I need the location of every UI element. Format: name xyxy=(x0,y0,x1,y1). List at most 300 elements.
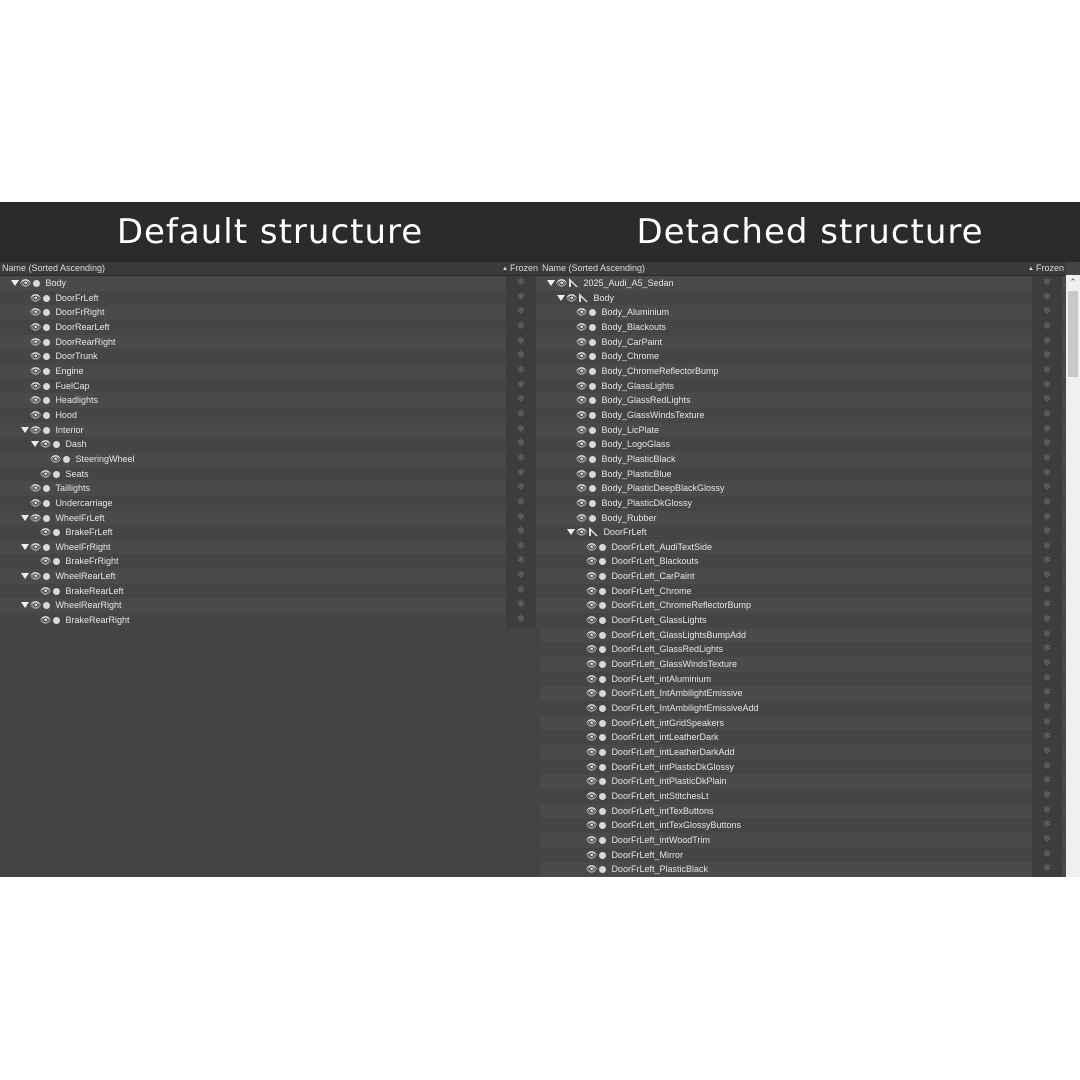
eye-icon[interactable]: 👁︎ xyxy=(586,864,598,875)
tree-row[interactable] xyxy=(540,452,1066,467)
tree-row[interactable] xyxy=(0,423,540,438)
eye-icon[interactable]: 👁︎ xyxy=(576,307,588,318)
tree-row[interactable] xyxy=(540,379,1066,394)
eye-icon[interactable]: 👁︎ xyxy=(576,424,588,435)
eye-icon[interactable]: 👁︎ xyxy=(586,790,598,801)
eye-icon[interactable]: 👁︎ xyxy=(586,629,598,640)
eye-icon[interactable]: 👁︎ xyxy=(30,365,42,376)
dot-icon[interactable] xyxy=(589,309,596,316)
tree-row[interactable] xyxy=(0,291,540,306)
expand-triangle-icon[interactable] xyxy=(547,280,555,286)
dot-icon[interactable] xyxy=(589,471,596,478)
tree-row[interactable] xyxy=(540,305,1066,320)
name-column-header[interactable]: Name (Sorted Ascending) xyxy=(2,263,106,273)
dot-icon[interactable] xyxy=(599,690,606,697)
snowflake-icon[interactable]: ❄ xyxy=(1032,598,1062,613)
eye-icon[interactable]: 👁︎ xyxy=(40,585,52,596)
tree-row[interactable] xyxy=(0,554,540,569)
tree-row[interactable] xyxy=(0,525,540,540)
snowflake-icon[interactable]: ❄ xyxy=(1032,716,1062,731)
tree-row[interactable] xyxy=(540,569,1066,584)
snowflake-icon[interactable]: ❄ xyxy=(1032,569,1062,584)
row-label: Body xyxy=(45,278,66,288)
snowflake-icon[interactable]: ❄ xyxy=(1032,423,1062,438)
frozen-column-header[interactable] xyxy=(502,262,538,276)
snowflake-icon[interactable]: ❄ xyxy=(1032,584,1062,599)
dot-icon[interactable] xyxy=(589,412,596,419)
expand-triangle-icon[interactable] xyxy=(21,427,29,433)
dot-icon[interactable] xyxy=(599,544,606,551)
snowflake-icon[interactable]: ❄ xyxy=(506,379,536,394)
eye-icon[interactable]: 👁︎ xyxy=(30,395,42,406)
dot-icon[interactable] xyxy=(589,368,596,375)
tree-row[interactable] xyxy=(540,789,1066,804)
snowflake-icon[interactable]: ❄ xyxy=(1032,511,1062,526)
row-label: Body_PlasticDeepBlackGlossy xyxy=(601,483,725,494)
eye-icon[interactable]: 👁︎ xyxy=(30,307,42,318)
snowflake-icon[interactable]: ❄ xyxy=(506,525,536,540)
dot-icon[interactable] xyxy=(599,852,606,859)
dot-icon[interactable] xyxy=(53,617,60,624)
tree-row[interactable] xyxy=(540,862,1066,877)
dot-icon[interactable] xyxy=(589,456,596,463)
tree-row[interactable] xyxy=(540,320,1066,335)
eye-icon[interactable]: 👁︎ xyxy=(576,321,588,332)
tree-row[interactable] xyxy=(0,379,540,394)
dot-icon[interactable] xyxy=(599,822,606,829)
eye-icon[interactable]: 👁︎ xyxy=(576,365,588,376)
tree-row[interactable] xyxy=(540,686,1066,701)
tree-row[interactable] xyxy=(540,423,1066,438)
row-label: Body_Rubber xyxy=(601,512,657,523)
tree-row[interactable] xyxy=(540,818,1066,833)
snowflake-icon[interactable]: ❄ xyxy=(1032,408,1062,423)
snowflake-icon[interactable]: ❄ xyxy=(1032,320,1062,335)
eye-icon[interactable]: 👁︎ xyxy=(40,439,52,450)
eye-icon[interactable]: 👁︎ xyxy=(576,527,588,538)
snowflake-icon[interactable]: ❄ xyxy=(1032,818,1062,833)
tree-row[interactable] xyxy=(540,496,1066,511)
eye-icon[interactable]: 👁︎ xyxy=(586,600,598,611)
eye-icon[interactable]: 👁︎ xyxy=(30,512,42,523)
row-label: DoorFrLeft_GlassWindsTexture xyxy=(611,659,737,670)
tree-row[interactable] xyxy=(0,569,540,584)
eye-icon[interactable]: 👁︎ xyxy=(30,336,42,347)
tree-row[interactable] xyxy=(540,276,1066,291)
tree-row[interactable] xyxy=(540,598,1066,613)
eye-icon[interactable]: 👁︎ xyxy=(586,717,598,728)
snowflake-icon[interactable]: ❄ xyxy=(1032,745,1062,760)
dot-icon[interactable] xyxy=(53,471,60,478)
tree-row[interactable] xyxy=(540,730,1066,745)
row-label: DoorFrLeft_intPlasticDkPlain xyxy=(611,776,727,787)
dot-icon[interactable] xyxy=(589,427,596,434)
snowflake-icon[interactable]: ❄ xyxy=(506,364,536,379)
dot-icon[interactable] xyxy=(599,646,606,653)
snowflake-icon[interactable]: ❄ xyxy=(1032,804,1062,819)
tree-row[interactable] xyxy=(0,349,540,364)
dot-icon[interactable] xyxy=(599,749,606,756)
chevron-up-icon[interactable]: ⌃ xyxy=(1069,277,1077,287)
dot-icon[interactable] xyxy=(599,808,606,815)
snowflake-icon[interactable]: ❄ xyxy=(1032,496,1062,511)
eye-icon[interactable]: 👁︎ xyxy=(30,292,42,303)
eye-icon[interactable]: 👁︎ xyxy=(586,703,598,714)
snowflake-icon[interactable]: ❄ xyxy=(506,291,536,306)
tree-row[interactable] xyxy=(540,408,1066,423)
eye-icon[interactable]: 👁︎ xyxy=(40,527,52,538)
dot-icon[interactable] xyxy=(599,705,606,712)
eye-icon[interactable]: 👁︎ xyxy=(576,453,588,464)
dot-icon[interactable] xyxy=(589,324,596,331)
eye-icon[interactable]: 👁︎ xyxy=(40,556,52,567)
snowflake-icon[interactable]: ❄ xyxy=(506,554,536,569)
dot-icon[interactable] xyxy=(43,412,50,419)
snowflake-icon[interactable]: ❄ xyxy=(506,540,536,555)
tree-row[interactable] xyxy=(0,598,540,613)
expand-triangle-icon[interactable] xyxy=(557,295,565,301)
dot-icon[interactable] xyxy=(43,500,50,507)
tree-row[interactable] xyxy=(0,496,540,511)
eye-icon[interactable]: 👁︎ xyxy=(30,321,42,332)
dot-icon[interactable] xyxy=(43,602,50,609)
dot-icon[interactable] xyxy=(599,734,606,741)
snowflake-icon[interactable]: ❄ xyxy=(506,496,536,511)
left-tree-rows xyxy=(0,276,540,628)
eye-icon[interactable]: 👁︎ xyxy=(586,805,598,816)
dot-icon[interactable] xyxy=(599,661,606,668)
tree-row[interactable] xyxy=(540,584,1066,599)
eye-icon[interactable]: 👁︎ xyxy=(586,747,598,757)
tree-row[interactable] xyxy=(540,642,1066,657)
tree-row[interactable] xyxy=(540,701,1066,716)
dot-icon[interactable] xyxy=(33,280,40,287)
snowflake-icon[interactable]: ❄ xyxy=(1032,540,1062,555)
eye-icon[interactable]: 👁︎ xyxy=(566,292,578,303)
snowflake-icon[interactable]: ❄ xyxy=(1032,349,1062,364)
snowflake-icon[interactable]: ❄ xyxy=(506,335,536,350)
snowflake-icon[interactable]: ❄ xyxy=(1032,789,1062,804)
tree-row[interactable] xyxy=(540,774,1066,789)
dot-icon[interactable] xyxy=(599,573,606,580)
snowflake-icon[interactable]: ❄ xyxy=(506,467,536,482)
vertical-scrollbar[interactable] xyxy=(1066,275,1080,877)
dot-icon[interactable] xyxy=(43,397,50,404)
dot-icon[interactable] xyxy=(43,515,50,522)
eye-icon[interactable]: 👁︎ xyxy=(576,468,588,479)
row-label: DoorFrLeft_intTexGlossyButtons xyxy=(611,820,741,831)
dot-icon[interactable] xyxy=(589,383,596,390)
eye-icon[interactable]: 👁︎ xyxy=(30,409,42,420)
snowflake-icon[interactable]: ❄ xyxy=(1032,481,1062,496)
dot-icon[interactable] xyxy=(43,383,50,390)
snowflake-icon[interactable]: ❄ xyxy=(1032,467,1062,482)
snowflake-icon[interactable]: ❄ xyxy=(1032,335,1062,350)
eye-icon[interactable]: 👁︎ xyxy=(586,644,598,655)
tree-row[interactable] xyxy=(540,628,1066,643)
eye-icon[interactable]: 👁︎ xyxy=(576,380,588,391)
dot-icon[interactable] xyxy=(43,324,50,331)
tree-row[interactable] xyxy=(540,525,1066,540)
snowflake-icon[interactable]: ❄ xyxy=(1032,642,1062,657)
dot-icon[interactable] xyxy=(43,339,50,346)
dot-icon[interactable] xyxy=(53,441,60,448)
tree-row[interactable] xyxy=(0,320,540,335)
snowflake-icon[interactable]: ❄ xyxy=(1032,760,1062,775)
eye-icon[interactable]: 👁︎ xyxy=(586,585,598,596)
tree-row[interactable] xyxy=(540,760,1066,775)
eye-icon[interactable]: 👁︎ xyxy=(30,541,42,552)
eye-icon[interactable]: 👁︎ xyxy=(556,278,568,288)
dot-icon[interactable] xyxy=(599,778,606,785)
eye-icon[interactable]: 👁︎ xyxy=(30,571,42,582)
dot-icon[interactable] xyxy=(589,397,596,404)
snowflake-icon[interactable]: ❄ xyxy=(1032,686,1062,701)
frozen-column-header[interactable] xyxy=(1028,262,1064,276)
eye-icon[interactable]: 👁︎ xyxy=(40,468,52,479)
eye-icon[interactable]: 👁︎ xyxy=(576,439,588,450)
row-label: Body_Aluminium xyxy=(601,307,669,318)
snowflake-icon[interactable]: ❄ xyxy=(1032,848,1062,863)
snowflake-icon[interactable]: ❄ xyxy=(1032,452,1062,467)
tree-row[interactable] xyxy=(0,452,540,467)
expand-triangle-icon[interactable] xyxy=(567,529,575,535)
tree-row[interactable] xyxy=(540,613,1066,628)
eye-icon[interactable]: 👁︎ xyxy=(30,424,42,435)
eye-icon[interactable]: 👁︎ xyxy=(30,497,42,508)
snowflake-icon[interactable]: ❄ xyxy=(506,276,536,291)
row-label: DoorFrLeft_PlasticBlack xyxy=(611,864,708,875)
eye-icon[interactable]: 👁︎ xyxy=(576,336,588,347)
tree-row[interactable] xyxy=(540,745,1066,760)
tree-row[interactable] xyxy=(540,364,1066,379)
snowflake-icon[interactable]: ❄ xyxy=(506,320,536,335)
row-label: DoorFrLeft_GlassRedLights xyxy=(611,644,723,655)
tree-row[interactable] xyxy=(540,657,1066,672)
snowflake-icon[interactable]: ❄ xyxy=(506,452,536,467)
tree-row[interactable] xyxy=(0,364,540,379)
dot-icon[interactable] xyxy=(43,427,50,434)
dot-icon[interactable] xyxy=(43,368,50,375)
row-label: DoorFrLeft_intGridSpeakers xyxy=(611,717,724,728)
row-label: Body_LicPlate xyxy=(601,424,659,435)
snowflake-icon[interactable]: ❄ xyxy=(506,511,536,526)
snowflake-icon[interactable]: ❄ xyxy=(1032,525,1062,540)
snowflake-icon[interactable]: ❄ xyxy=(1032,276,1062,291)
snowflake-icon[interactable]: ❄ xyxy=(1032,701,1062,716)
snowflake-icon[interactable]: ❄ xyxy=(1032,393,1062,408)
eye-icon[interactable]: 👁︎ xyxy=(586,688,598,699)
eye-icon[interactable]: 👁︎ xyxy=(20,278,32,288)
tree-row[interactable] xyxy=(540,716,1066,731)
eye-icon[interactable]: 👁︎ xyxy=(586,834,598,845)
dot-icon[interactable] xyxy=(43,573,50,580)
snowflake-icon[interactable]: ❄ xyxy=(1032,305,1062,320)
eye-icon[interactable]: 👁︎ xyxy=(30,483,42,494)
dot-icon[interactable] xyxy=(599,764,606,771)
tree-row[interactable] xyxy=(540,467,1066,482)
snowflake-icon[interactable]: ❄ xyxy=(1032,862,1062,877)
tree-row[interactable] xyxy=(0,467,540,482)
dot-icon[interactable] xyxy=(599,866,606,873)
dot-icon[interactable] xyxy=(599,617,606,624)
tree-row[interactable] xyxy=(0,335,540,350)
dot-icon[interactable] xyxy=(599,837,606,844)
row-label: DoorFrLeft_Mirror xyxy=(611,849,683,860)
snowflake-icon[interactable]: ❄ xyxy=(1032,628,1062,643)
dot-icon[interactable] xyxy=(53,529,60,536)
snowflake-icon[interactable]: ❄ xyxy=(506,481,536,496)
row-label: DoorFrLeft_intLeatherDarkAdd xyxy=(611,747,735,757)
tree-row[interactable] xyxy=(0,437,540,452)
snowflake-icon[interactable]: ❄ xyxy=(506,613,536,628)
tree-row[interactable] xyxy=(540,833,1066,848)
name-column-header[interactable]: Name (Sorted Ascending) xyxy=(542,263,646,273)
snowflake-icon[interactable]: ❄ xyxy=(1032,613,1062,628)
row-label: SteeringWheel xyxy=(75,453,135,464)
row-label: Body_CarPaint xyxy=(601,336,662,347)
dot-icon[interactable] xyxy=(599,793,606,800)
dot-icon[interactable] xyxy=(599,588,606,595)
dot-icon[interactable] xyxy=(53,558,60,565)
snowflake-icon[interactable]: ❄ xyxy=(506,598,536,613)
eye-icon[interactable]: 👁︎ xyxy=(586,776,598,787)
tree-row[interactable] xyxy=(0,408,540,423)
right-tree-rows xyxy=(540,276,1066,877)
eye-icon[interactable]: 👁︎ xyxy=(30,351,42,362)
dot-icon[interactable] xyxy=(43,295,50,302)
dot-icon[interactable] xyxy=(599,632,606,639)
eye-icon[interactable]: 👁︎ xyxy=(586,820,598,831)
tree-row[interactable] xyxy=(540,291,1066,306)
row-label: DoorFrLeft_Chrome xyxy=(611,585,692,596)
row-label: Body_PlasticBlue xyxy=(601,468,672,479)
tree-row[interactable] xyxy=(0,276,540,291)
tree-row[interactable] xyxy=(540,393,1066,408)
dot-icon[interactable] xyxy=(43,544,50,551)
dot-icon[interactable] xyxy=(589,485,596,492)
snowflake-icon[interactable]: ❄ xyxy=(1032,554,1062,569)
eye-icon[interactable]: 👁︎ xyxy=(30,380,42,391)
expand-triangle-icon[interactable] xyxy=(21,573,29,579)
tree-row[interactable] xyxy=(0,511,540,526)
dot-icon[interactable] xyxy=(599,558,606,565)
eye-icon[interactable]: 👁︎ xyxy=(586,556,598,567)
dot-icon[interactable] xyxy=(589,353,596,360)
tree-row[interactable] xyxy=(540,540,1066,555)
eye-icon[interactable]: 👁︎ xyxy=(586,659,598,670)
snowflake-icon[interactable]: ❄ xyxy=(506,569,536,584)
eye-icon[interactable]: 👁︎ xyxy=(586,615,598,626)
snowflake-icon[interactable]: ❄ xyxy=(1032,774,1062,789)
snowflake-icon[interactable]: ❄ xyxy=(506,584,536,599)
tree-row[interactable] xyxy=(540,481,1066,496)
dot-icon[interactable] xyxy=(63,456,70,463)
outliner-header[interactable] xyxy=(540,262,1066,276)
dot-icon[interactable] xyxy=(43,485,50,492)
tree-row[interactable] xyxy=(0,540,540,555)
dot-icon[interactable] xyxy=(599,720,606,727)
snowflake-icon[interactable]: ❄ xyxy=(1032,672,1062,687)
row-label: BrakeFrLeft xyxy=(65,527,113,538)
eye-icon[interactable]: 👁︎ xyxy=(586,541,598,552)
expand-triangle-icon[interactable] xyxy=(21,515,29,521)
eye-icon[interactable]: 👁︎ xyxy=(576,409,588,420)
eye-icon[interactable]: 👁︎ xyxy=(586,571,598,582)
tree-row[interactable] xyxy=(540,349,1066,364)
snowflake-icon[interactable]: ❄ xyxy=(1032,291,1062,306)
eye-icon[interactable]: 👁︎ xyxy=(576,395,588,406)
tree-row[interactable] xyxy=(540,672,1066,687)
snowflake-icon[interactable]: ❄ xyxy=(506,437,536,452)
tree-row[interactable] xyxy=(0,481,540,496)
dot-icon[interactable] xyxy=(589,500,596,507)
eye-icon[interactable]: 👁︎ xyxy=(576,351,588,362)
tree-row[interactable] xyxy=(0,613,540,628)
expand-triangle-icon[interactable] xyxy=(31,441,39,447)
tree-row[interactable] xyxy=(540,335,1066,350)
row-label: Undercarriage xyxy=(55,497,113,508)
eye-icon[interactable]: 👁︎ xyxy=(586,673,598,684)
snowflake-icon[interactable]: ❄ xyxy=(1032,379,1062,394)
eye-icon[interactable]: 👁︎ xyxy=(50,453,62,464)
snowflake-icon[interactable]: ❄ xyxy=(1032,833,1062,848)
dot-icon[interactable] xyxy=(589,515,596,522)
tree-row[interactable] xyxy=(540,848,1066,863)
snowflake-icon[interactable]: ❄ xyxy=(506,393,536,408)
dot-icon[interactable] xyxy=(43,309,50,316)
snowflake-icon[interactable]: ❄ xyxy=(1032,364,1062,379)
tree-row[interactable] xyxy=(0,584,540,599)
dot-icon[interactable] xyxy=(589,441,596,448)
eye-icon[interactable]: 👁︎ xyxy=(576,497,588,508)
eye-icon[interactable]: 👁︎ xyxy=(576,512,588,523)
expand-triangle-icon[interactable] xyxy=(21,544,29,550)
eye-icon[interactable]: 👁︎ xyxy=(586,761,598,772)
tree-row[interactable] xyxy=(0,305,540,320)
row-label: DoorFrLeft_ChromeReflectorBump xyxy=(611,600,751,611)
snowflake-icon[interactable]: ❄ xyxy=(1032,657,1062,672)
outliner-header[interactable] xyxy=(0,262,540,276)
eye-icon[interactable]: 👁︎ xyxy=(40,615,52,626)
snowflake-icon[interactable]: ❄ xyxy=(1032,730,1062,745)
row-label: DoorFrLeft_GlassLights xyxy=(611,615,707,626)
dot-icon[interactable] xyxy=(43,353,50,360)
eye-icon[interactable]: 👁︎ xyxy=(30,600,42,611)
snowflake-icon[interactable]: ❄ xyxy=(506,408,536,423)
eye-icon[interactable]: 👁︎ xyxy=(586,849,598,860)
dot-icon[interactable] xyxy=(599,676,606,683)
dot-icon[interactable] xyxy=(589,339,596,346)
snowflake-icon[interactable]: ❄ xyxy=(506,349,536,364)
tree-row[interactable] xyxy=(540,554,1066,569)
tree-row[interactable] xyxy=(0,393,540,408)
eye-icon[interactable]: 👁︎ xyxy=(576,483,588,494)
expand-triangle-icon[interactable] xyxy=(21,602,29,608)
tree-row[interactable] xyxy=(540,511,1066,526)
dot-icon[interactable] xyxy=(53,588,60,595)
tree-row[interactable] xyxy=(540,437,1066,452)
eye-icon[interactable]: 👁︎ xyxy=(586,732,598,743)
snowflake-icon[interactable]: ❄ xyxy=(506,423,536,438)
row-label: DoorFrLeft_Blackouts xyxy=(611,556,699,567)
snowflake-icon[interactable]: ❄ xyxy=(1032,437,1062,452)
scrollbar-thumb[interactable] xyxy=(1068,291,1078,377)
snowflake-icon[interactable]: ❄ xyxy=(506,305,536,320)
expand-triangle-icon[interactable] xyxy=(11,280,19,286)
tree-row[interactable] xyxy=(540,804,1066,819)
dot-icon[interactable] xyxy=(599,602,606,609)
